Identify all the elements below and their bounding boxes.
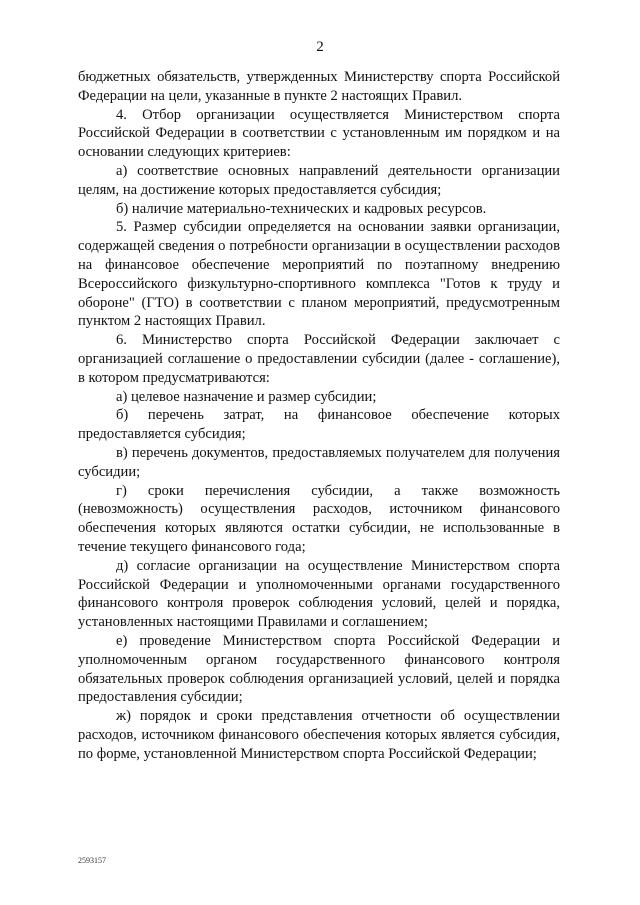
paragraph: 4. Отбор организации осуществляется Министерством спорта Российской Федерации в соответствии с установленным им порядком и на основании следующих критериев: — [78, 106, 560, 161]
paragraph: б) перечень затрат, на финансовое обеспечение которых предоставляется субсидия; — [78, 407, 560, 443]
paragraph: в) перечень документов, предоставляемых получателем для получения субсидии; — [78, 444, 560, 480]
paragraph: б) наличие материально-технических и кадровых ресурсов. — [116, 200, 487, 217]
paragraph: бюджетных обязательств, утвержденных Министерству спорта Российской Федерации на цели, указанные в пункте 2 настоящих Правил. — [78, 69, 560, 104]
page-number: 2 — [316, 39, 324, 55]
paragraph: д) согласие организации на осуществление Министерством спорта Российской Федерации и уполномоченными органами государственного финансового контроля проверок соблюдения условий, целей и порядка, установленных настоящими Правилами и соглашением; — [78, 557, 560, 631]
paragraph: г) сроки перечисления субсидии, а также возможность (невозможность) осуществления расходов, источником финансового обеспечения которых являются остатки субсидии, не использованные в течение текущего финансового года; — [78, 482, 560, 555]
document-code: 2593157 — [78, 856, 106, 865]
paragraph: а) целевое назначение и размер субсидии; — [116, 388, 377, 405]
document-body — [78, 68, 560, 763]
paragraph: 6. Министерство спорта Российской Федерации заключает с организацией соглашение о предоставлении субсидии (далее - соглашение), в котором предусматриваются: — [78, 332, 560, 386]
paragraph: ж) порядок и сроки представления отчетности об осуществлении расходов, источником финансового обеспечения которых является субсидия, по форме, установленной Министерством спорта Российской Федерации; — [78, 708, 560, 762]
paragraph: 5. Размер субсидии определяется на основании заявки организации, содержащей сведения о потребности организации в осуществлении расходов на финансовое обеспечение мероприятий по поэтапному внедрению Всероссийского физкультурно-спортивного комплекса "Готов к труду и обороне" (ГТО) в соответствии с планом мероприятий, предусмотренным пунктом 2 настоящих Правил. — [78, 219, 560, 330]
paragraph: е) проведение Министерством спорта Российской Федерации и уполномоченным органом государственного финансового контроля обязательных проверок соблюдения организацией условий, целей и порядка предоставления субсидии; — [78, 632, 560, 706]
paragraph: а) соответствие основных направлений деятельности организации целям, на достижение которых предоставляется субсидия; — [78, 162, 560, 198]
